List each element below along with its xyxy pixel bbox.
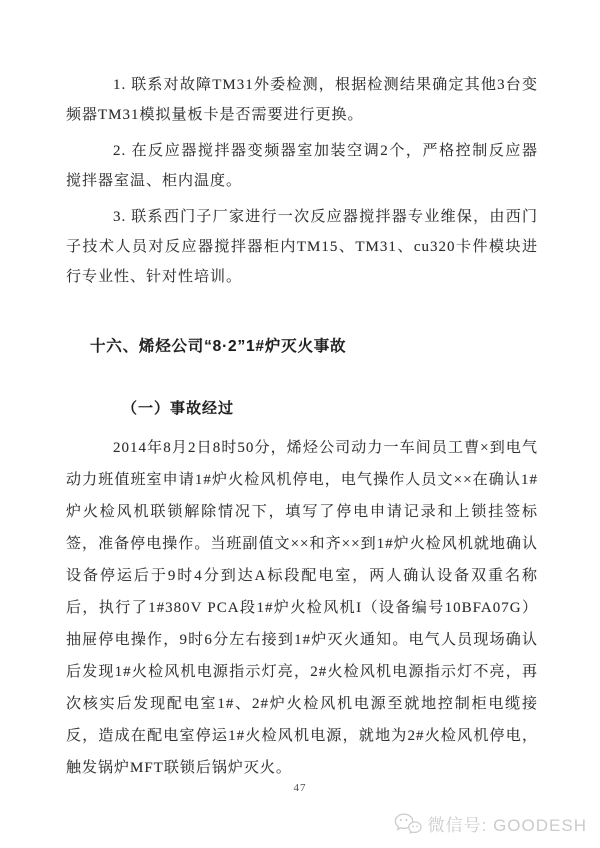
section-heading: 十六、烯烃公司“8·2”1#炉灭火事故 — [90, 338, 347, 355]
subsection-heading: （一）事故经过 — [122, 400, 235, 417]
accident-description-paragraph: 2014年8月2日8时50分，烯烃公司动力一车间员工曹×到电气动力班值班室申请1#炉火检风机停电，电气操作人员文××在确认1#炉火检风机联锁解除情况下，填写了停电申请记录和上锁挂签标签，准备停电操作。当班副值文××和齐××到1#炉火检风机就地确认设备停运后于9时4分到达A标段配电室，两人确认设备双重名称后，执行了1#380V PCA段1#炉火检风机I（设备编号10BFA07G）抽屉停电操作，9时6分左右接到1#炉灭火通知。电气人员现场确认后发现1#火检风机电源指示灯亮，2#火检风机电源指示灯不亮，再次核实后发现配电室1#、2#炉火检风机电源至就地控制柜电缆接反，造成在配电室停运1#火检风机电源，就地为2#火检风机停电，触发锅炉MFT联锁后锅炉灭火。 — [66, 440, 538, 776]
list-item-1: 1. 联系对故障TM31外委检测，根据检测结果确定其他3台变频器TM31模拟量板卡是否需要进行更换。 — [66, 77, 538, 123]
wechat-watermark — [393, 811, 587, 836]
page-number: 47 — [293, 782, 307, 794]
list-item-2: 2. 在反应器搅拌器变频器室加装空调2个，严格控制反应器搅拌器室温、柜内温度。 — [66, 143, 538, 189]
wechat-id-label: 微信号: GOODESH — [427, 816, 587, 835]
document-body — [66, 70, 538, 784]
list-item-3: 3. 联系西门子厂家进行一次反应器搅拌器专业维保，由西门子技术人员对反应器搅拌器柜内TM15、TM31、cu320卡件模块进行专业性、针对性培训。 — [66, 209, 538, 285]
wechat-icon — [393, 812, 423, 836]
